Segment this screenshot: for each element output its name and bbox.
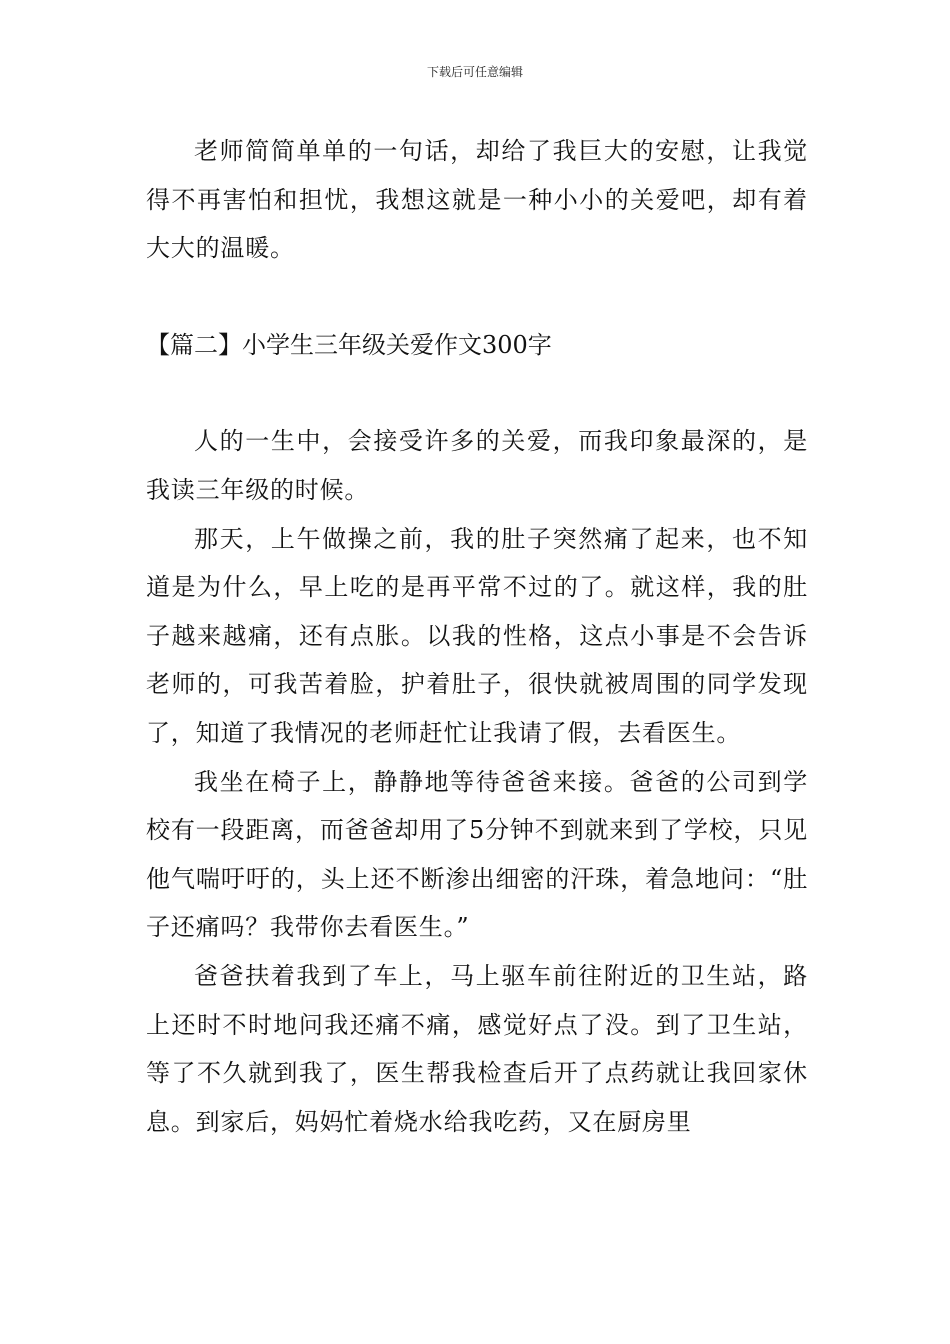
paragraph-3: 我坐在椅子上，静静地等待爸爸来接。爸爸的公司到学校有一段距离，而爸爸却用了5分钟不到就来到了学校，只见他气喘吁吁的，头上还不断渗出细密的汗珠，着急地问：“肚子还痛吗？我带你去看医生。” xyxy=(146,767,808,942)
paragraph-4: 爸爸扶着我到了车上，马上驱车前往附近的卫生站，路上还时不时地问我还痛不痛，感觉好点了没。到了卫生站，等了不久就到我了，医生帮我检查后开了点药就让我回家休息。到家后，妈妈忙着烧水给我吃药，又在厨房里 xyxy=(146,961,808,1136)
paragraph-gap xyxy=(146,273,808,321)
paragraph-2: 那天，上午做操之前，我的肚子突然痛了起来，也不知道是为什么，早上吃的是再平常不过的了。就这样，我的肚子越来越痛，还有点胀。以我的性格，这点小事是不会告诉老师的，可我苦着脸，护着肚子，很快就被周围的同学发现了，知道了我情况的老师赶忙让我请了假，去看医生。 xyxy=(146,524,808,747)
document-body xyxy=(146,127,808,1146)
page-header-note: 下载后可任意编辑 xyxy=(426,65,523,79)
paragraph-intro: 老师简简单单的一句话，却给了我巨大的安慰，让我觉得不再害怕和担忧，我想这就是一种小小的关爱吧，却有着大大的温暖。 xyxy=(146,137,808,263)
paragraph-1: 人的一生中，会接受许多的关爱，而我印象最深的，是我读三年级的时候。 xyxy=(146,427,808,504)
section-title: 【篇二】小学生三年级关爱作文300字 xyxy=(146,330,552,359)
paragraph-gap xyxy=(146,369,808,417)
